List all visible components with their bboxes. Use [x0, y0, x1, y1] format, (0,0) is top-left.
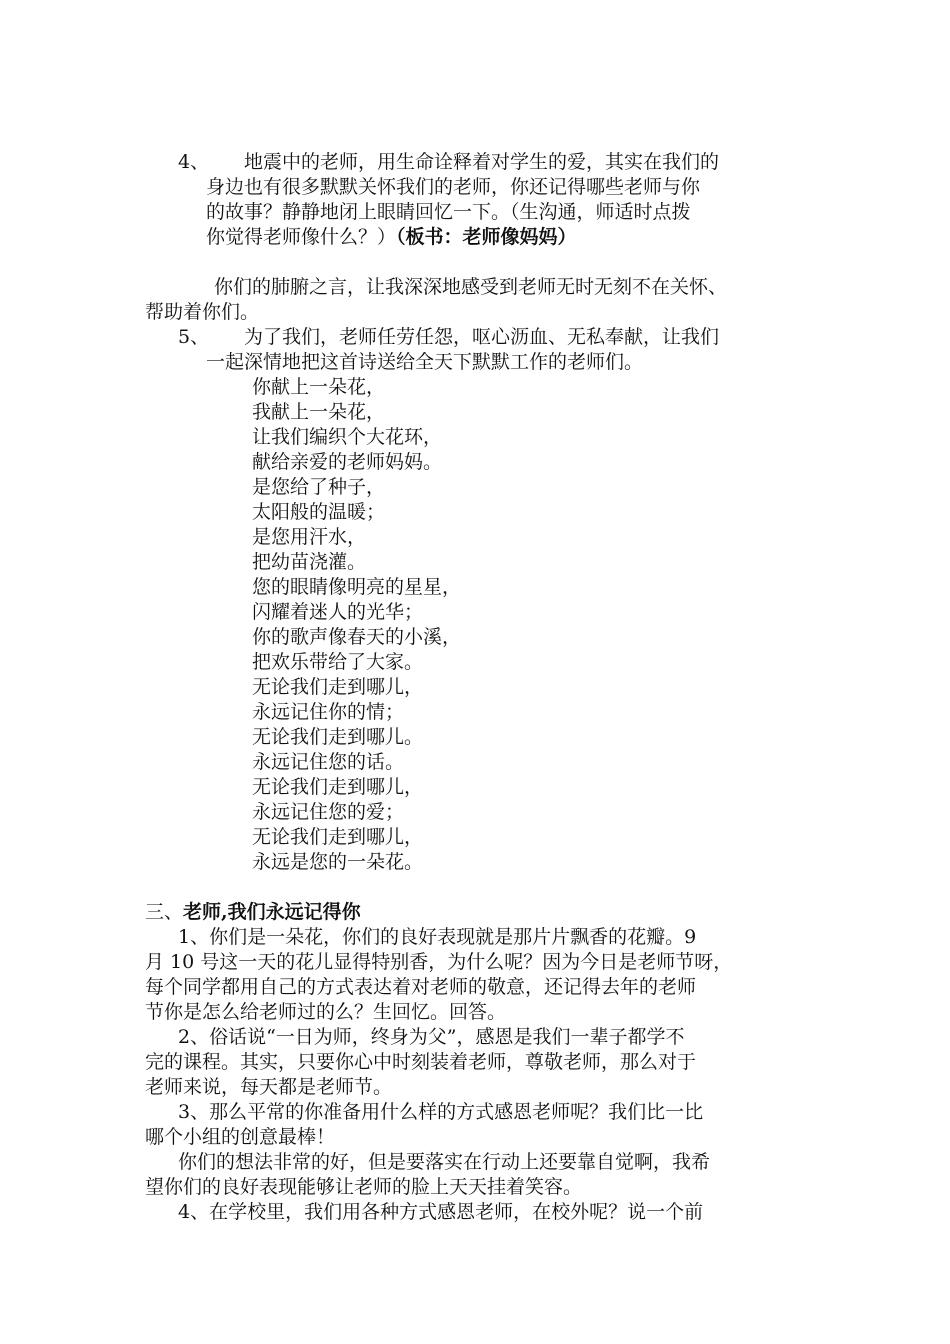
poem-line: 把幼苗浇灌。 [252, 551, 367, 573]
text-line: 为了我们，老师任劳任怨，呕心沥血、无私奉献，让我们 [244, 326, 720, 348]
poem-line: 我献上一朵花， [252, 401, 386, 423]
text-line: 地震中的老师，用生命诠释着对学生的爱，其实在我们的 [244, 151, 720, 173]
poem-line: 无论我们走到哪儿。 [252, 726, 424, 748]
text-line: 老师来说，每天都是老师节。 [145, 1076, 393, 1098]
text-line: 你觉得老师像什么？）（板书：老师像妈妈） [206, 226, 577, 248]
board-note: （板书：老师像妈妈） [396, 226, 577, 248]
text-line: 一起深情地把这首诗送给全天下默默工作的老师们。 [206, 351, 644, 373]
poem-line: 太阳般的温暖； [252, 501, 386, 523]
text-line: 节你是怎么给老师过的么？生回忆。回答。 [145, 1001, 507, 1023]
text-line: 4、在学校里，我们用各种方式感恩老师，在校外呢？说一个前 [178, 1201, 704, 1223]
item-number: 5、 [178, 326, 210, 348]
poem-line: 让我们编织个大花环， [252, 426, 443, 448]
poem-line: 无论我们走到哪儿， [252, 676, 424, 698]
poem-line: 永远记住你的情； [252, 701, 405, 723]
text-line: 你们的想法非常的好，但是要落实在行动上还要靠自觉啊，我希 [178, 1151, 711, 1173]
text-line: 帮助着你们。 [145, 301, 260, 323]
poem-line: 永远记住您的话。 [252, 751, 405, 773]
section-heading: 三、老师,我们永远记得你 [145, 901, 361, 923]
text-line: 你们的肺腑之言，让我深深地感受到老师无时无刻不在关怀、 [214, 276, 728, 298]
text-line: 望你们的良好表现能够让老师的脸上天天挂着笑容。 [145, 1176, 583, 1198]
poem-line: 闪耀着迷人的光华； [252, 601, 424, 623]
text-line: 的故事？静静地闭上眼睛回忆一下。（生沟通，师适时点拨 [206, 201, 691, 223]
poem-line: 是您给了种子， [252, 476, 386, 498]
poem-line: 无论我们走到哪儿， [252, 826, 424, 848]
item-number: 4、 [178, 151, 210, 173]
poem-line: 你献上一朵花， [252, 376, 386, 398]
poem-line: 您的眼睛像明亮的星星， [252, 576, 462, 598]
text-line: 1、你们是一朵花，你们的良好表现就是那片片飘香的花瓣。9 [178, 926, 697, 948]
text-line: 哪个小组的创意最棒！ [145, 1126, 336, 1148]
text-line: 每个同学都用自己的方式表达着对老师的敬意，还记得去年的老师 [145, 976, 697, 998]
text-line: 身边也有很多默默关怀我们的老师，你还记得哪些老师与你 [206, 176, 701, 198]
text-line: 3、那么平常的你准备用什么样的方式感恩老师呢？我们比一比 [178, 1101, 704, 1123]
poem-line: 把欢乐带给了大家。 [252, 651, 424, 673]
section-title: 老师,我们永远记得你 [183, 901, 361, 923]
text-line: 月 10 号这一天的花儿显得特别香，为什么呢？因为今日是老师节呀， [145, 951, 733, 973]
poem-line: 永远是您的一朵花。 [252, 851, 424, 873]
poem-line: 献给亲爱的老师妈妈。 [252, 451, 443, 473]
poem-line: 无论我们走到哪儿， [252, 776, 424, 798]
text-line: 2、俗话说“一日为师，终身为父”，感恩是我们一辈子都学不 [178, 1026, 685, 1048]
poem-line: 永远记住您的爱； [252, 801, 405, 823]
poem-line: 是您用汗水， [252, 526, 367, 548]
poem-line: 你的歌声像春天的小溪， [252, 626, 462, 648]
text-line: 完的课程。其实，只要你心中时刻装着老师，尊敬老师，那么对于 [145, 1051, 697, 1073]
